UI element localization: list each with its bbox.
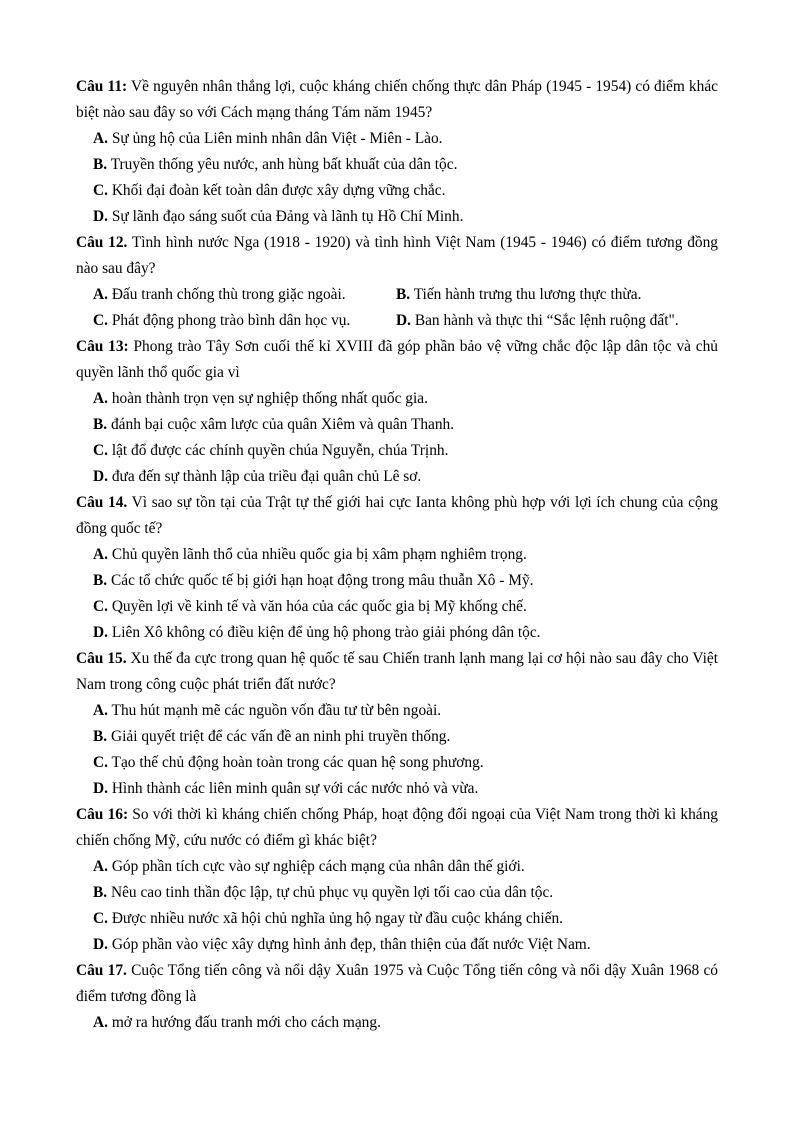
option-c: C. Được nhiều nước xã hội chủ nghĩa ủng hộ ngay từ đầu cuộc kháng chiến. — [93, 910, 563, 927]
option-c: C. Quyền lợi về kinh tế và văn hóa của các quốc gia bị Mỹ khống chế. — [93, 598, 527, 615]
option-b: B. Truyền thống yêu nước, anh hùng bất khuất của dân tộc. — [93, 156, 458, 173]
option-d: D. Sự lãnh đạo sáng suốt của Đảng và lãnh tụ Hồ Chí Minh. — [93, 208, 464, 225]
option-row — [76, 308, 718, 334]
question-15 — [76, 646, 718, 698]
question-text: Cuộc Tổng tiến công và nổi dậy Xuân 1975 và Cuộc Tổng tiến công và nổi dậy Xuân 1968 có điểm tương đồng là — [76, 962, 718, 1005]
option-c: C. Khối đại đoàn kết toàn dân được xây dựng vững chắc. — [93, 182, 446, 199]
option-d: D. Ban hành và thực thi “Sắc lệnh ruộng đất". — [396, 312, 679, 329]
option-row — [76, 282, 718, 308]
question-text: Về nguyên nhân thắng lợi, cuộc kháng chiến chống thực dân Pháp (1945 - 1954) có điểm khác biệt nào sau đây so với Cách mạng tháng Tám năm 1945? — [76, 78, 718, 121]
question-12 — [76, 230, 718, 282]
question-label: Câu 14. — [76, 494, 128, 511]
question-label: Câu 16: — [76, 806, 129, 823]
question-text: Vì sao sự tồn tại của Trật tự thế giới hai cực Ianta không phù hợp với lợi ích chung của cộng đồng quốc tế? — [76, 494, 718, 537]
question-label: Câu 15. — [76, 650, 127, 667]
option-b: B. Nêu cao tinh thần độc lập, tự chủ phục vụ quyền lợi tối cao của dân tộc. — [93, 884, 554, 901]
option-d: D. Hình thành các liên minh quân sự với các nước nhỏ và vừa. — [93, 780, 479, 797]
option-b: B. đánh bại cuộc xâm lược của quân Xiêm và quân Thanh. — [93, 416, 455, 433]
option-c: C. Phát động phong trào bình dân học vụ. — [93, 312, 351, 329]
option-b: B. Tiến hành trưng thu lương thực thừa. — [396, 286, 642, 303]
question-text: Xu thế đa cực trong quan hệ quốc tế sau Chiến tranh lạnh mang lại cơ hội nào sau đây cho Việt Nam trong công cuộc phát triển đất nước? — [76, 650, 718, 693]
option-a: A. Sự ủng hộ của Liên minh nhân dân Việt - Miên - Lào. — [93, 130, 443, 147]
question-16 — [76, 802, 718, 854]
question-text: Phong trào Tây Sơn cuối thế kỉ XVIII đã góp phần bảo vệ vững chắc độc lập dân tộc và chủ quyền lãnh thổ quốc gia vì — [76, 338, 718, 381]
question-17 — [76, 958, 718, 1010]
question-13 — [76, 334, 718, 386]
question-11 — [76, 74, 718, 126]
exam-page — [76, 74, 718, 1036]
option-a: A. Chủ quyền lãnh thổ của nhiều quốc gia bị xâm phạm nghiêm trọng. — [93, 546, 527, 563]
option-c: C. Tạo thế chủ động hoàn toàn trong các quan hệ song phương. — [93, 754, 484, 771]
option-a: A. mở ra hướng đấu tranh mới cho cách mạng. — [93, 1014, 381, 1031]
question-label: Câu 11: — [76, 78, 128, 95]
option-a: A. Đấu tranh chống thù trong giặc ngoài. — [93, 286, 346, 303]
option-d: D. đưa đến sự thành lập của triều đại quân chủ Lê sơ. — [93, 468, 422, 485]
question-label: Câu 12. — [76, 234, 128, 251]
option-a: A. hoàn thành trọn vẹn sự nghiệp thống nhất quốc gia. — [93, 390, 428, 407]
option-a: A. Góp phần tích cực vào sự nghiệp cách mạng của nhân dân thế giới. — [93, 858, 525, 875]
question-label: Câu 17. — [76, 962, 127, 979]
option-c: C. lật đổ được các chính quyền chúa Nguyễn, chúa Trịnh. — [93, 442, 449, 459]
option-b: B. Các tổ chức quốc tế bị giới hạn hoạt động trong mâu thuẫn Xô - Mỹ. — [93, 572, 534, 589]
option-b: B. Giải quyết triệt để các vấn đề an ninh phi truyền thống. — [93, 728, 451, 745]
question-label: Câu 13: — [76, 338, 129, 355]
question-text: Tình hình nước Nga (1918 - 1920) và tình hình Việt Nam (1945 - 1946) có điểm tương đồng nào sau đây? — [76, 234, 718, 277]
option-d: D. Liên Xô không có điều kiện để ủng hộ phong trào giải phóng dân tộc. — [93, 624, 541, 641]
question-14 — [76, 490, 718, 542]
option-d: D. Góp phần vào việc xây dựng hình ảnh đẹp, thân thiện của đất nước Việt Nam. — [93, 936, 591, 953]
question-text: So với thời kì kháng chiến chống Pháp, hoạt động đối ngoại của Việt Nam trong thời kì kháng chiến chống Mỹ, cứu nước có điểm gì khác biệt? — [76, 806, 718, 849]
option-a: A. Thu hút mạnh mẽ các nguồn vốn đầu tư từ bên ngoài. — [93, 702, 442, 719]
